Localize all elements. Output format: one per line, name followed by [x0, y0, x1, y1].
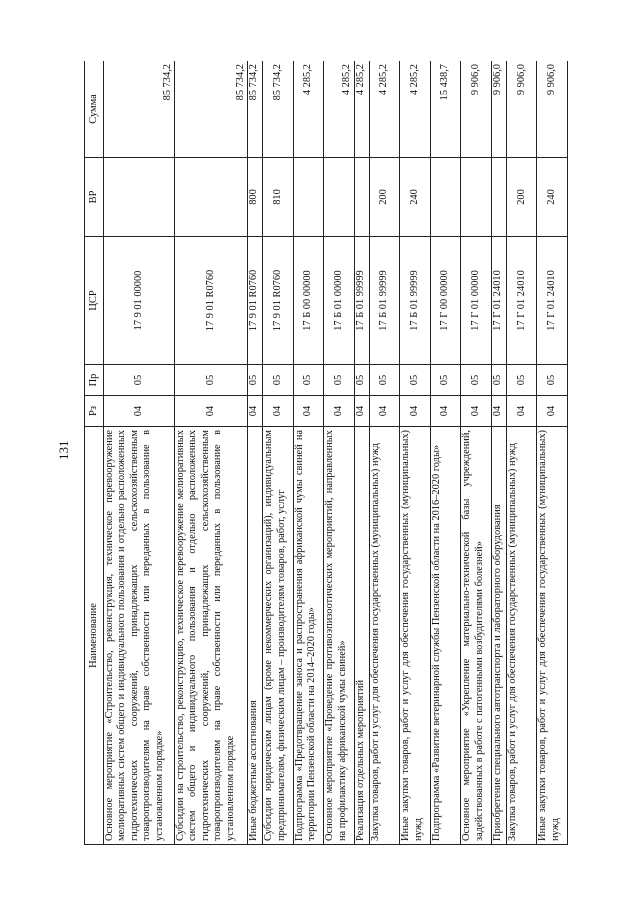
- rotated-page: [84, 61, 568, 845]
- page-number: 131: [56, 440, 71, 460]
- row-pr: 05: [400, 365, 430, 396]
- row-name: Подпрограмма «Предотвращение заноса и распространения африканской чумы свиней на территории Пензенской области на 2014–2020 годы»: [293, 427, 323, 845]
- row-sum: 4 285,2: [354, 61, 369, 158]
- row-rz: 04: [400, 396, 430, 427]
- row-pr: 05: [369, 365, 399, 396]
- row-rz: 04: [537, 396, 568, 427]
- table-row: [369, 61, 399, 845]
- table-row: [430, 61, 460, 845]
- row-vr: [461, 158, 491, 237]
- row-name: Приобретение специального автотранспорта и лабораторного оборудования: [491, 427, 506, 845]
- row-sum: 9 906,0: [491, 61, 506, 158]
- row-vr: [491, 158, 506, 237]
- row-sum: 4 285,2: [293, 61, 323, 158]
- row-csr: 17 Б 00 00000: [293, 237, 323, 365]
- row-rz: 04: [506, 396, 536, 427]
- row-pr: 05: [354, 365, 369, 396]
- row-csr: 17 Г 00 00000: [430, 237, 460, 365]
- row-vr: [324, 158, 354, 237]
- row-name: Закупка товаров, работ и услуг для обеспечения государственных (муниципальных) нужд: [369, 427, 399, 845]
- row-name: Иные бюджетные ассигнования: [248, 427, 263, 845]
- row-sum: 15 438,7: [430, 61, 460, 158]
- row-name: Основное мероприятие «Укрепление материально-технической базы учреждений, задействованных в работе с патогенными возбудителями болезней»: [461, 427, 491, 845]
- row-pr: 05: [506, 365, 536, 396]
- row-pr: 05: [537, 365, 568, 396]
- row-sum: 9 906,0: [461, 61, 491, 158]
- row-name: Основное мероприятие «Проведение противоэпизоотических мероприятий, направленных на профилактику африканской чумы свиней»: [324, 427, 354, 845]
- row-sum: 4 285,2: [369, 61, 399, 158]
- table-row: [537, 61, 568, 845]
- header-sum: Сумма: [85, 61, 104, 158]
- row-csr: 17 Г 01 00000: [461, 237, 491, 365]
- row-sum: 9 906,0: [506, 61, 536, 158]
- header-csr: ЦСР: [85, 237, 104, 365]
- row-sum: 85 734,2: [248, 61, 263, 158]
- row-vr: 240: [537, 158, 568, 237]
- row-vr: [430, 158, 460, 237]
- row-name: Реализация отдельных мероприятий: [354, 427, 369, 845]
- header-rz: Рз: [85, 396, 104, 427]
- row-pr: 05: [430, 365, 460, 396]
- row-csr: 17 9 01 00000: [104, 237, 175, 365]
- row-csr: 17 Г 01 24010: [506, 237, 536, 365]
- table-row: [506, 61, 536, 845]
- row-rz: 04: [354, 396, 369, 427]
- row-pr: 05: [324, 365, 354, 396]
- row-rz: 04: [430, 396, 460, 427]
- table-row: [491, 61, 506, 845]
- row-pr: 05: [461, 365, 491, 396]
- row-vr: [175, 158, 248, 237]
- row-name: Субсидии на строительство, реконструкцию, техническое перевооружение мелиоративных систем общего и индивидуального пользования и отдельно расположенных гидротехнических сооружений, принадлежащих сельскохозяйственным товаропроизводителям на праве собственности или переданных в пользование в установленном порядке: [175, 427, 248, 845]
- row-rz: 04: [369, 396, 399, 427]
- row-csr: 17 9 01 R0760: [248, 237, 263, 365]
- row-sum: 85 734,2: [175, 61, 248, 158]
- row-rz: 04: [324, 396, 354, 427]
- row-csr: 17 Б 01 00000: [324, 237, 354, 365]
- row-pr: 05: [263, 365, 293, 396]
- row-pr: 05: [491, 365, 506, 396]
- row-rz: 04: [104, 396, 175, 427]
- row-rz: 04: [175, 396, 248, 427]
- table-row: [461, 61, 491, 845]
- header-name: Наименование: [85, 427, 104, 845]
- row-csr: 17 Г 01 24010: [537, 237, 568, 365]
- row-pr: 05: [293, 365, 323, 396]
- row-csr: 17 Б 01 99999: [400, 237, 430, 365]
- row-name: Основное мероприятие «Строительство, реконструкция, техническое перевооружение мелиоративных систем общего и индивидуального пользования и отдельно расположенных гидротехнических сооружений, принадлежащих сельскохозяйственным товаропроизводителям на праве собственности или переданных в пользование в установленном порядке»: [104, 427, 175, 845]
- row-sum: 9 906,0: [537, 61, 568, 158]
- table-row: [104, 61, 175, 845]
- budget-table: [84, 61, 568, 845]
- table-row: [263, 61, 293, 845]
- header-row: [85, 61, 104, 845]
- row-name: Иные закупки товаров, работ и услуг для обеспечения государственных (муниципальных) нужд: [400, 427, 430, 845]
- row-name: Подпрограмма «Развитие ветеринарной службы Пензенской области на 2016–2020 годы»: [430, 427, 460, 845]
- row-vr: 200: [506, 158, 536, 237]
- row-pr: 05: [104, 365, 175, 396]
- row-pr: 05: [175, 365, 248, 396]
- row-vr: [293, 158, 323, 237]
- row-name: Закупка товаров, работ и услуг для обеспечения государственных (муниципальных) нужд: [506, 427, 536, 845]
- row-vr: 810: [263, 158, 293, 237]
- row-rz: 04: [491, 396, 506, 427]
- document-area: [84, 61, 568, 845]
- row-vr: [104, 158, 175, 237]
- row-pr: 05: [248, 365, 263, 396]
- table-row: [354, 61, 369, 845]
- row-rz: 04: [263, 396, 293, 427]
- row-csr: 17 Г 01 24010: [491, 237, 506, 365]
- row-rz: 04: [248, 396, 263, 427]
- row-vr: 200: [369, 158, 399, 237]
- row-sum: 4 285,2: [324, 61, 354, 158]
- table-row: [400, 61, 430, 845]
- row-vr: 800: [248, 158, 263, 237]
- table-row: [324, 61, 354, 845]
- row-name: Субсидии юридическим лицам (кроме некоммерческих организаций), индивидуальным предпринимателям, физическим лицам – производителям товаров, работ, услуг: [263, 427, 293, 845]
- row-vr: 240: [400, 158, 430, 237]
- row-csr: 17 9 01 R0760: [263, 237, 293, 365]
- table-row: [175, 61, 248, 845]
- row-sum: 85 734,2: [263, 61, 293, 158]
- row-csr: 17 Б 01 99999: [369, 237, 399, 365]
- row-name: Иные закупки товаров, работ и услуг для обеспечения государственных (муниципальных) нужд: [537, 427, 568, 845]
- header-vr: ВР: [85, 158, 104, 237]
- table-row: [293, 61, 323, 845]
- header-pr: Пр: [85, 365, 104, 396]
- row-sum: 4 285,2: [400, 61, 430, 158]
- row-rz: 04: [461, 396, 491, 427]
- row-csr: 17 9 01 R0760: [175, 237, 248, 365]
- row-csr: 17 Б 01 99999: [354, 237, 369, 365]
- row-vr: [354, 158, 369, 237]
- row-sum: 85 734,2: [104, 61, 175, 158]
- row-rz: 04: [293, 396, 323, 427]
- table-row: [248, 61, 263, 845]
